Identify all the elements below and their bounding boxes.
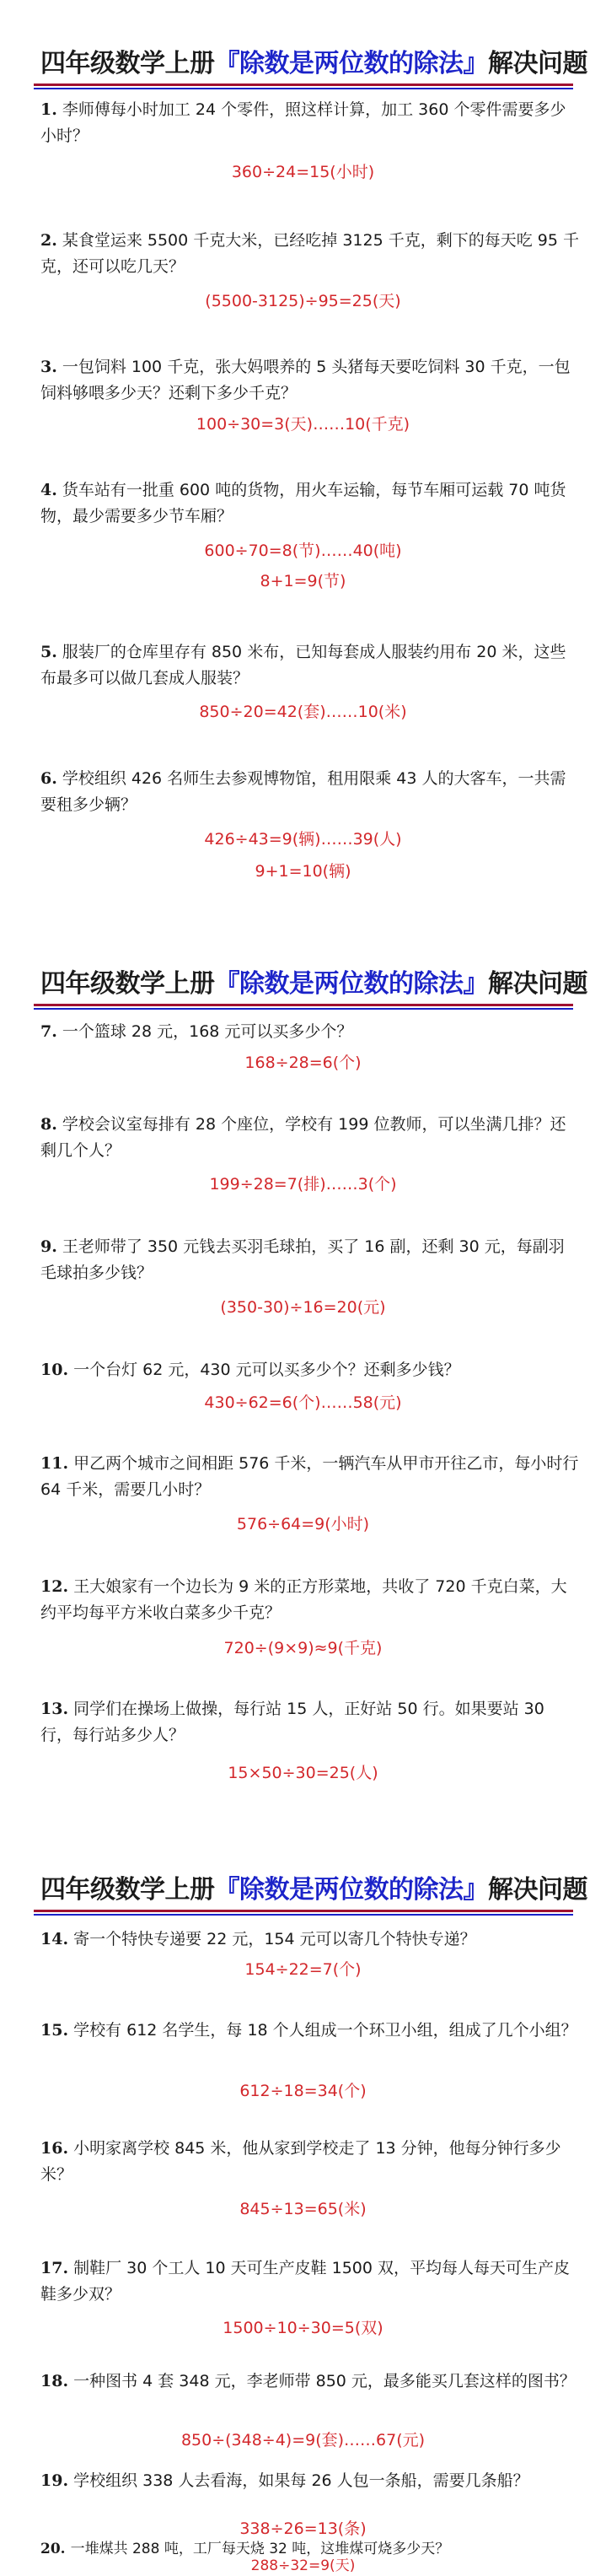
title-prefix: 四年级数学上册	[40, 969, 215, 999]
answer-9: (350-30)÷16=20(元)	[220, 1298, 386, 1317]
answer-19: 338÷26=13(条)	[239, 2519, 367, 2538]
problem-number: 1.	[40, 100, 57, 119]
title-highlight: 『除数是两位数的除法』	[214, 969, 488, 999]
answer-11: 576÷64=9(小时)	[236, 1515, 370, 1533]
title-underline	[34, 1910, 573, 1912]
problem-number: 9.	[40, 1237, 57, 1256]
answer-7: 168÷28=6(个)	[244, 1054, 362, 1072]
section-title	[40, 47, 587, 81]
problem-9	[40, 1234, 580, 1286]
answer-12: 720÷(9×9)≈9(千克)	[223, 1639, 383, 1657]
problem-text: 甲乙两个城市之间相距 576 千米，一辆汽车从甲市开往乙市，每小时行 64 千米，需要几小时？	[40, 1454, 579, 1499]
problem-number: 17.	[40, 2259, 69, 2277]
problem-3	[40, 354, 580, 407]
problem-number: 10.	[40, 1361, 69, 1379]
problem-number: 14.	[40, 1930, 69, 1948]
problem-text: 制鞋厂 30 个工人 10 天可生产皮鞋 1500 双，平均每人每天可生产皮鞋多少双？	[40, 2259, 571, 2304]
section-title	[40, 1873, 587, 1907]
title-underline-accent	[34, 88, 573, 89]
problem-number: 12.	[40, 1577, 69, 1596]
answer-13: 15×50÷30=25(人)	[228, 1764, 378, 1782]
problem-18	[40, 2369, 580, 2395]
answer-1: 360÷24=15(小时)	[231, 163, 375, 181]
problem-number: 7.	[40, 1022, 57, 1041]
answer-8: 199÷28=7(排)……3(个)	[209, 1175, 397, 1194]
problem-text: 李师傅每小时加工 24 个零件，照这样计算，加工 360 个零件需要多少小时？	[40, 100, 566, 145]
title-underline	[34, 1004, 573, 1006]
problem-text: 王老师带了 350 元钱去买羽毛球拍，买了 16 副，还剩 30 元，每副羽毛球拍多少钱？	[40, 1237, 565, 1282]
problem-text: 寄一个特快专递要 22 元，154 元可以寄几个特快专递？	[73, 1930, 476, 1948]
answer-14: 154÷22=7(个)	[244, 1960, 362, 1979]
problem-text: 学校有 612 名学生，每 18 个人组成一个环卫小组，组成了几个小组？	[73, 2021, 577, 2040]
title-suffix: 解决问题	[488, 1875, 587, 1905]
answer-4b: 8+1=9(节)	[260, 572, 346, 590]
answer-5: 850÷20=42(套)……10(米)	[199, 703, 407, 721]
title-prefix: 四年级数学上册	[40, 49, 215, 78]
problem-text: 一堆煤共 288 吨，工厂每天烧 32 吨，这堆煤可烧多少天？	[70, 2541, 450, 2557]
answer-6a: 426÷43=9(辆)……39(人)	[204, 830, 402, 849]
problem-text: 学校组织 338 人去看海，如果每 26 人包一条船，需要几条船？	[73, 2471, 529, 2490]
problem-4	[40, 477, 580, 530]
problem-6	[40, 766, 580, 818]
problem-number: 19.	[40, 2471, 69, 2490]
answer-15: 612÷18=34(个)	[239, 2082, 367, 2100]
problem-7	[40, 1019, 580, 1045]
problem-text: 小明家离学校 845 米，他从家到学校走了 13 分钟，他每分钟行多少米？	[40, 2139, 561, 2184]
problem-10	[40, 1357, 580, 1383]
problem-number: 20.	[40, 2541, 66, 2557]
answer-3: 100÷30=3(天)……10(千克)	[196, 415, 410, 434]
title-suffix: 解决问题	[488, 49, 587, 78]
problem-number: 8.	[40, 1115, 57, 1134]
problem-19	[40, 2468, 580, 2494]
title-highlight: 『除数是两位数的除法』	[214, 49, 488, 78]
problem-15	[40, 2018, 580, 2044]
problem-number: 6.	[40, 769, 57, 788]
problem-number: 2.	[40, 231, 57, 250]
answer-18: 850÷(348÷4)=9(套)……67(元)	[180, 2431, 426, 2449]
answer-2: (5500-3125)÷95=25(天)	[205, 292, 401, 310]
problem-20	[40, 2541, 580, 2557]
problem-text: 王大娘家有一个边长为 9 米的正方形菜地，共收了 720 千克白菜，大约平均每平方米收白菜多少千克？	[40, 1577, 567, 1622]
section-title	[40, 967, 587, 1001]
problem-text: 服装厂的仓库里存有 850 米布，已知每套成人服装约用布 20 米，这些布最多可以做几套成人服装？	[40, 643, 566, 687]
title-underline-accent	[34, 1008, 573, 1010]
problem-number: 15.	[40, 2021, 69, 2040]
problem-text: 学校会议室每排有 28 个座位，学校有 199 位教师，可以坐满几排？还剩几个人？	[40, 1115, 566, 1160]
problem-14	[40, 1927, 580, 1953]
problem-12	[40, 1574, 580, 1626]
problem-text: 一包饲料 100 千克，张大妈喂养的 5 头猪每天要吃饲料 30 千克，一包饲料够喂多少天？还剩下多少千克？	[40, 358, 571, 402]
problem-text: 一种图书 4 套 348 元，李老师带 850 元，最多能买几套这样的图书？	[73, 2372, 576, 2390]
problem-text: 一个台灯 62 元，430 元可以买多少个？还剩多少钱？	[73, 1361, 460, 1379]
problem-11	[40, 1451, 580, 1503]
problem-number: 13.	[40, 1700, 69, 1718]
problem-text: 一个篮球 28 元，168 元可以买多少个？	[62, 1022, 353, 1041]
answer-16: 845÷13=65(米)	[239, 2200, 367, 2218]
title-prefix: 四年级数学上册	[40, 1875, 215, 1905]
problem-text: 学校组织 426 名师生去参观博物馆，租用限乘 43 人的大客车，一共需要租多少辆？	[40, 769, 566, 814]
problem-number: 5.	[40, 643, 57, 661]
answer-10: 430÷62=6(个)……58(元)	[204, 1393, 402, 1412]
problem-text: 货车站有一批重 600 吨的货物，用火车运输，每节车厢可运载 70 吨货物，最少需要多少节车厢？	[40, 481, 566, 525]
problem-13	[40, 1696, 580, 1749]
answer-6b: 9+1=10(辆)	[255, 862, 351, 881]
problem-5	[40, 639, 580, 692]
title-highlight: 『除数是两位数的除法』	[214, 1875, 488, 1905]
answer-20: 288÷32=9(天)	[250, 2557, 356, 2574]
problem-number: 16.	[40, 2139, 69, 2158]
answer-17: 1500÷10÷30=5(双)	[223, 2319, 383, 2337]
title-underline	[34, 84, 573, 86]
problem-1	[40, 97, 580, 149]
problem-16	[40, 2136, 580, 2188]
problem-2	[40, 228, 580, 280]
problem-text: 同学们在操场上做操，每行站 15 人，正好站 50 行。如果要站 30 行，每行站多少人？	[40, 1700, 544, 1744]
title-underline-accent	[34, 1914, 573, 1916]
title-suffix: 解决问题	[488, 969, 587, 999]
problem-number: 4.	[40, 481, 57, 499]
problem-8	[40, 1112, 580, 1164]
answer-4a: 600÷70=8(节)……40(吨)	[204, 542, 402, 560]
problem-number: 18.	[40, 2372, 69, 2390]
problem-17	[40, 2255, 580, 2308]
problem-number: 3.	[40, 358, 57, 376]
problem-number: 11.	[40, 1454, 69, 1473]
problem-text: 某食堂运来 5500 千克大米，已经吃掉 3125 千克，剩下的每天吃 95 千克，还可以吃几天？	[40, 231, 579, 276]
